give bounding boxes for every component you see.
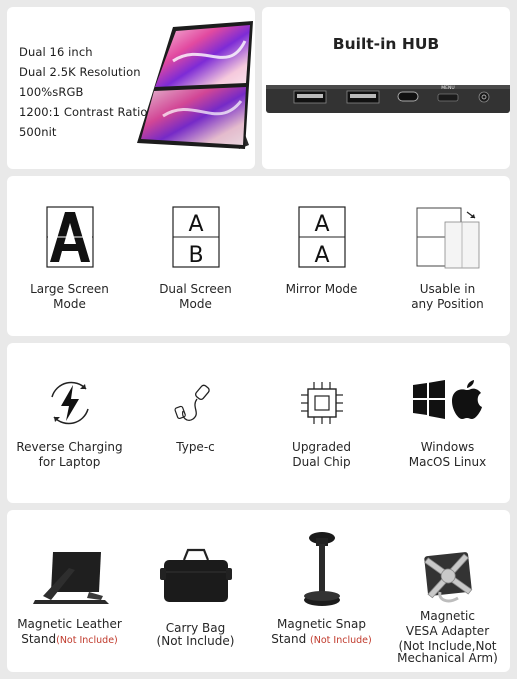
accessory-label: Magnetic: [420, 609, 475, 623]
mode-label: Mode: [179, 297, 212, 311]
feature-chip: [259, 343, 384, 503]
accessory-leather-stand: [7, 510, 132, 672]
mode-letter: A: [313, 212, 330, 237]
specs-card: [7, 7, 255, 169]
dual-screen-mode-icon: [133, 206, 258, 268]
feature-label: MacOS Linux: [408, 455, 487, 469]
feature-os: [385, 343, 510, 503]
feature-label: Type-c: [176, 440, 215, 454]
accessory-label: VESA Adapter: [405, 624, 490, 638]
mode-large-screen: [7, 176, 132, 336]
not-included-note: (Not Include): [310, 635, 372, 646]
rotation-position-icon: [385, 206, 510, 270]
mode-dual-screen: [133, 176, 258, 336]
vesa-adapter-icon: [385, 548, 510, 606]
mode-any-position: [385, 176, 510, 336]
mode-label: Usable in: [419, 282, 476, 296]
hub-card: [262, 7, 510, 169]
feature-label: Upgraded: [292, 440, 351, 454]
feature-label: Windows: [420, 440, 475, 454]
feature-label: Dual Chip: [292, 455, 351, 469]
not-included-note: (Not Include,Not: [398, 639, 497, 653]
not-included-note: (Not Include): [56, 635, 118, 646]
accessory-label: Magnetic Leather: [17, 617, 122, 631]
spec-item: Dual 2.5K Resolution: [19, 65, 141, 79]
spec-item: 500nit: [19, 125, 57, 139]
mode-label: Large Screen: [30, 282, 109, 296]
snap-stand-icon: [259, 530, 384, 610]
mode-label: any Position: [411, 297, 484, 311]
accessory-label: Carry Bag: [165, 621, 226, 635]
large-screen-mode-icon: [7, 206, 132, 268]
not-included-note: (Not Include): [156, 634, 235, 648]
not-included-note: Mechanical Arm): [397, 651, 498, 665]
accessory-vesa-adapter: [385, 510, 510, 672]
hub-title: Built-in HUB: [332, 35, 440, 53]
mode-label: Dual Screen: [159, 282, 232, 296]
menu-label: MENU: [441, 86, 455, 91]
leather-stand-icon: [7, 548, 132, 606]
accessory-label: Stand: [271, 632, 307, 646]
accessory-carry-bag: [133, 510, 258, 672]
mode-mirror: [259, 176, 384, 336]
accessory-label: Stand: [21, 632, 57, 646]
mode-letter: B: [187, 243, 204, 268]
feature-reverse-charging: [7, 343, 132, 503]
chip-icon: [259, 379, 384, 427]
feature-label: for Laptop: [38, 455, 101, 469]
windows-apple-icon: [385, 379, 510, 421]
modes-card: [7, 176, 510, 336]
accessory-label: Magnetic Snap: [277, 617, 366, 631]
accessory-label-with-note: [259, 632, 384, 648]
spec-item: 1200:1 Contrast Ratio: [19, 105, 148, 119]
feature-label: Reverse Charging: [16, 440, 123, 454]
spec-list: [19, 42, 148, 142]
reverse-charging-icon: [7, 377, 132, 429]
spec-item: Dual 16 inch: [19, 45, 93, 59]
mode-letter: A: [313, 243, 330, 268]
hub-ports-image: [262, 77, 510, 127]
type-c-cable-icon: [133, 381, 258, 429]
feature-type-c: [133, 343, 258, 503]
accessories-card: [7, 510, 510, 672]
mirror-mode-icon: [259, 206, 384, 268]
accessory-label-with-note: [7, 632, 132, 648]
carry-bag-icon: [133, 546, 258, 604]
spec-item: 100%sRGB: [19, 85, 84, 99]
mode-letter: A: [187, 212, 204, 237]
mode-label: Mirror Mode: [285, 282, 358, 296]
dual-monitor-image: [133, 21, 255, 163]
accessory-snap-stand: [259, 510, 384, 672]
features-card: [7, 343, 510, 503]
mode-label: Mode: [53, 297, 86, 311]
